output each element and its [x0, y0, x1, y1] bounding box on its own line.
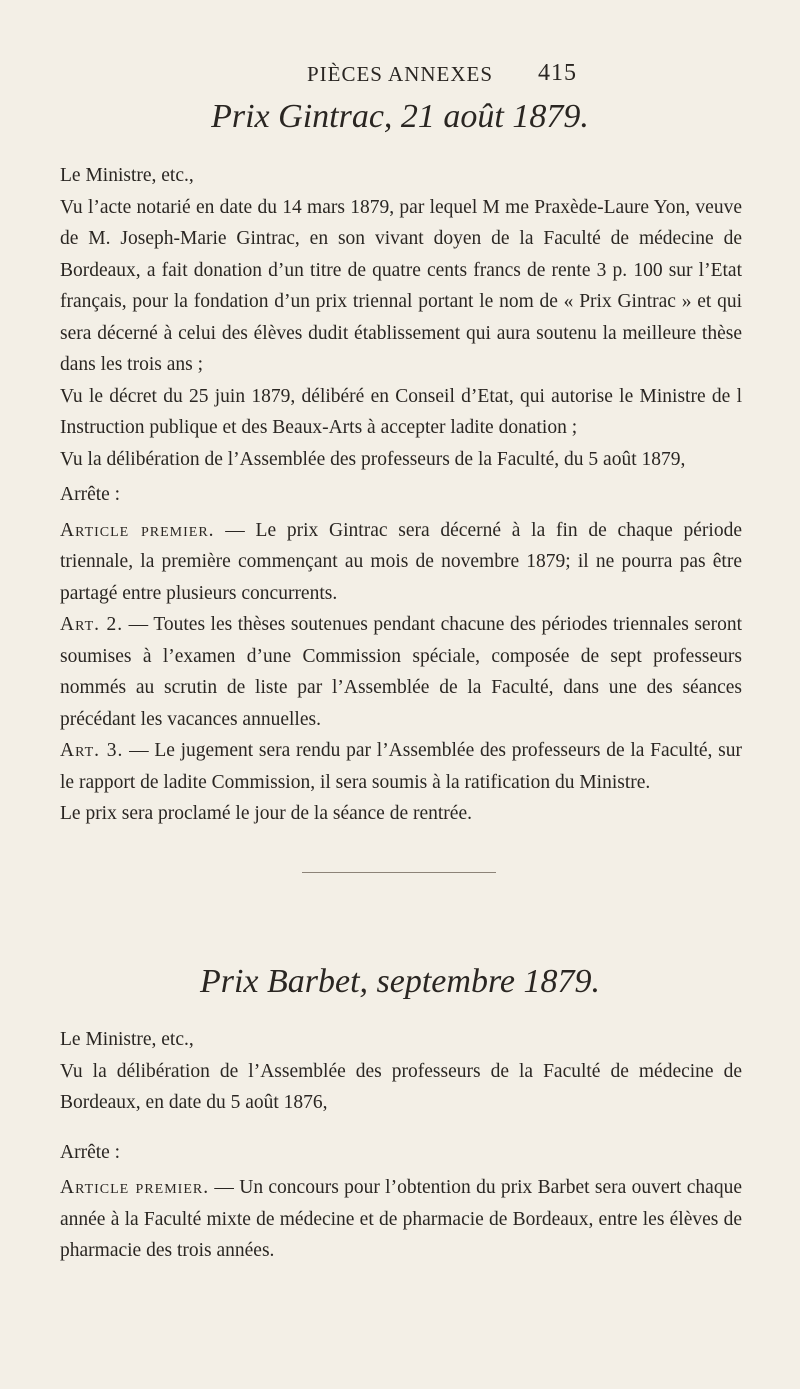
article-label: Art. 3. [60, 740, 124, 761]
paragraph: Vu la délibération de l’Assemblée des professeurs de la Faculté de médecine de Bordeaux, en date du 5 août 1876, [60, 1060, 742, 1113]
section-body-gintrac [60, 160, 742, 830]
paragraph: Le Ministre, etc., [60, 1029, 194, 1050]
paragraph: Vu la délibération de l’Assemblée des professeurs de la Faculté, du 5 août 1879, [60, 448, 686, 470]
section-body-barbet [60, 1024, 742, 1267]
paragraph: Vu le décret du 25 juin 1879, délibéré en Conseil d’Etat, qui autorise le Ministre de l Instruction publique et des Beaux-Arts à accepter ladite donation ; [60, 385, 742, 438]
article-label: Art. 2. [60, 614, 124, 635]
article-label: Article premier. [60, 519, 215, 541]
article-label: Article premier. [60, 1177, 210, 1198]
article-text: — Le prix Gintrac sera décerné à la fin de chaque période triennale, la première commençant au mois de novembre 1879; il ne pourra pas être partagé entre plusieurs concurrents. [60, 519, 742, 604]
section-title-barbet: Prix Barbet, septembre 1879. [199, 963, 601, 1000]
closing-line: Le prix sera proclamé le jour de la séance de rentrée. [60, 803, 472, 824]
running-title: PIÈCES ANNEXES [306, 62, 494, 86]
article-text: — Le jugement sera rendu par l’Assemblée des professeurs de la Faculté, sur le rapport de ladite Commission, il sera soumis à la ratification du Ministre. [60, 740, 742, 793]
article-text: — Un concours pour l’obtention du prix Barbet sera ouvert chaque année à la Faculté mixte de médecine et de pharmacie de Bordeaux, entre les élèves de pharmacie des trois années. [60, 1177, 742, 1261]
decree-line: Arrête : [60, 484, 121, 505]
page-number: 415 [538, 60, 577, 86]
paragraph: Vu l’acte notarié en date du 14 mars 1879, par lequel M me Praxède-Laure Yon, veuve de M. Joseph-Marie Gintrac, en son vivant doyen de la Faculté de médecine de Bordeaux, a fait donation d’un titre de quatre cents francs de rente 3 p. 100 sur l’Etat français, pour la fondation d’un prix triennal portant le nom de « Prix Gintrac » et qui sera décerné à celui des élèves dudit établissement qui aura soutenu la meilleure thèse dans les trois ans ; [60, 196, 742, 375]
paragraph: Le Ministre, etc., [60, 165, 194, 186]
article [60, 735, 742, 798]
article-text: — Toutes les thèses soutenues pendant chacune des périodes triennales seront soumises à l’examen d’une Commission spéciale, composée de sept professeurs nommés au scrutin de liste par l’Assemblée de la Faculté, dans une des séances précédant les vacances annuelles. [60, 614, 743, 730]
running-head [0, 62, 800, 87]
decree-line: Arrête : [60, 1141, 121, 1163]
article [60, 1172, 742, 1267]
section-divider [302, 872, 496, 873]
article [60, 515, 742, 610]
section-title-gintrac: Prix Gintrac, 21 août 1879. [211, 98, 589, 135]
article [60, 609, 742, 735]
